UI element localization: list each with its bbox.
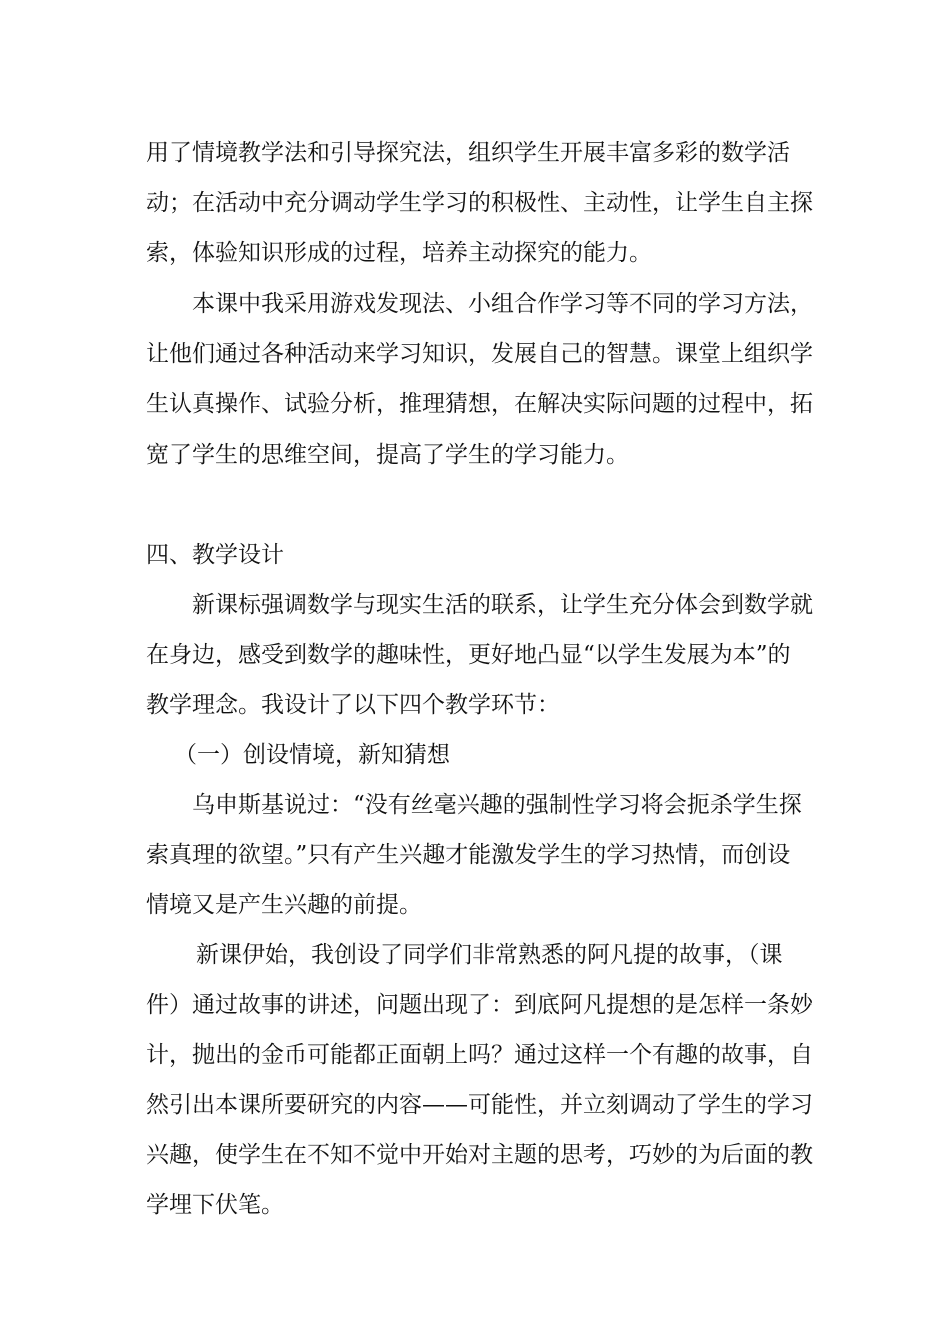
paragraph-line	[0, 938, 950, 972]
line-text: 教学理念。我设计了以下四个教学环节：	[146, 692, 560, 718]
line-text: 本课中我采用游戏发现法、小组合作学习等不同的学习方法，	[192, 291, 813, 317]
paragraph-line	[0, 1038, 950, 1072]
line-text: 索，体验知识形成的过程，培养主动探究的能力。	[146, 240, 652, 266]
line-text: 学埋下伏笔。	[146, 1192, 284, 1218]
line-text: 生认真操作、试验分析，推理猜想，在解决实际问题的过程中，拓	[146, 391, 813, 417]
line-text: 然引出本课所要研究的内容——可能性，并立刻调动了学生的学习	[146, 1092, 813, 1118]
line-text: 索真理的欲望。”只有产生兴趣才能激发学生的学习热情，而创设	[146, 842, 791, 868]
line-text: 件）通过故事的讲述，问题出现了：到底阿凡提想的是怎样一条妙	[146, 992, 813, 1018]
paragraph-line	[0, 438, 950, 472]
subsection-heading	[0, 738, 950, 772]
paragraph-line	[0, 1188, 950, 1222]
paragraph-line	[0, 186, 950, 220]
heading-text: （一）创设情境，新知猜想	[174, 742, 450, 768]
paragraph-line	[0, 888, 950, 922]
line-text: 在身边，感受到数学的趣味性，更好地凸显“以学生发展为本”的	[146, 642, 791, 668]
paragraph-line	[0, 287, 950, 321]
line-text: 用了情境教学法和引导探究法，组织学生开展丰富多彩的数学活	[146, 140, 790, 166]
paragraph-line	[0, 236, 950, 270]
paragraph-line	[0, 136, 950, 170]
paragraph-line	[0, 638, 950, 672]
paragraph-line	[0, 838, 950, 872]
paragraph-line	[0, 688, 950, 722]
line-text: 让他们通过各种活动来学习知识，发展自己的智慧。课堂上组织学	[146, 341, 813, 367]
line-text: 新课标强调数学与现实生活的联系，让学生充分体会到数学就	[192, 592, 813, 618]
section-heading	[0, 538, 950, 572]
line-text: 计，抛出的金币可能都正面朝上吗？通过这样一个有趣的故事，自	[146, 1042, 813, 1068]
paragraph-line	[0, 1138, 950, 1172]
paragraph-line	[0, 387, 950, 421]
heading-text: 四、教学设计	[146, 542, 284, 568]
line-text: 情境又是产生兴趣的前提。	[146, 892, 422, 918]
line-text: 兴趣，使学生在不知不觉中开始对主题的思考，巧妙的为后面的教	[146, 1142, 813, 1168]
line-text: 动；在活动中充分调动学生学习的积极性、主动性，让学生自主探	[146, 190, 813, 216]
line-text: 新课伊始，我创设了同学们非常熟悉的阿凡提的故事，（课	[196, 942, 783, 968]
paragraph-line	[0, 337, 950, 371]
paragraph-line	[0, 588, 950, 622]
paragraph-line	[0, 788, 950, 822]
paragraph-line	[0, 1088, 950, 1122]
paragraph-line	[0, 988, 950, 1022]
line-text: 乌申斯基说过：“没有丝毫兴趣的强制性学习将会扼杀学生探	[192, 792, 802, 818]
line-text: 宽了学生的思维空间，提高了学生的学习能力。	[146, 442, 629, 468]
